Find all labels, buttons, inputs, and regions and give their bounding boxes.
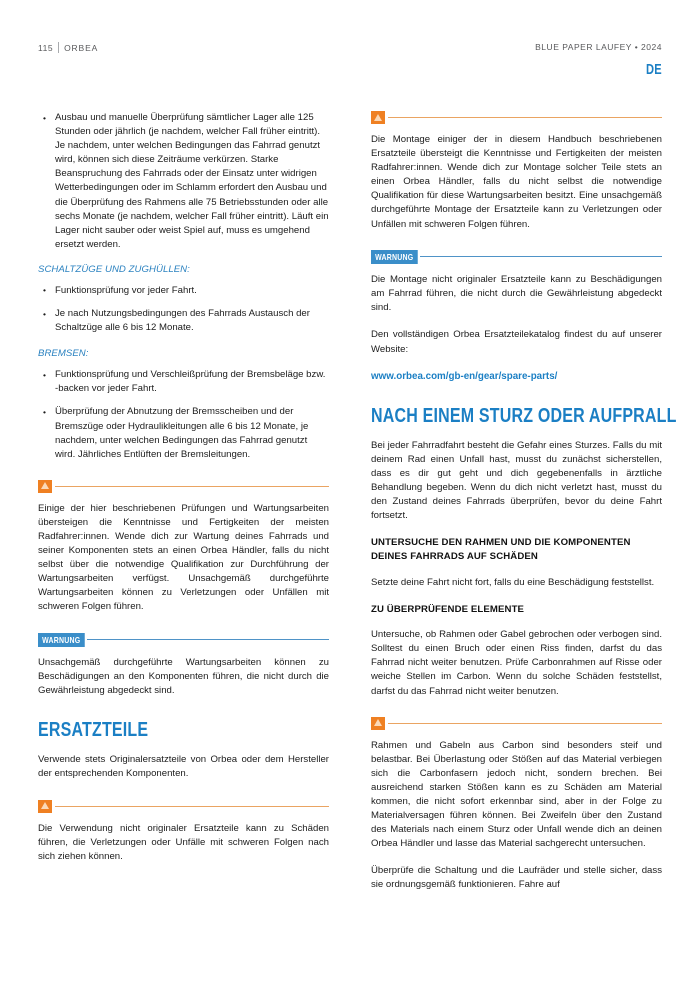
language-tag: DE bbox=[646, 61, 662, 78]
callout-text: Rahmen und Gabeln aus Carbon sind besonders steif und belastbar. Bei Überlastung oder Stößen auf das Material verbiegen sich die Carbonfasern jedoch nicht, sondern brechen. Bei ausreichend starken Stößen kann es zu Schäden am Material kommen, die nicht sofort erkennbar sind, aber in der Folge zu Materialversagen führen können. Bei Zweifeln über den Zustand des Materials nach einem Sturz oder Unfall wende dich an deinen Orbea Händler und lasse das Material sachgerecht untersuchen. bbox=[371, 739, 662, 850]
callout-rule bbox=[55, 806, 329, 807]
status-badge: WARNUNG bbox=[371, 250, 417, 265]
warning-triangle-icon bbox=[38, 480, 52, 493]
callout-rule bbox=[388, 117, 662, 118]
bearings-bullet-list bbox=[38, 111, 329, 252]
callout-header bbox=[38, 480, 329, 493]
callout-header bbox=[38, 800, 329, 813]
callout-rule bbox=[87, 639, 329, 640]
list-item: • Funktionsprüfung und Verschleißprüfung der Bremsbeläge bzw. -backen vor jeder Fahrt. bbox=[38, 368, 329, 396]
section-heading-crash: NACH EINEM STURZ ODER AUFPRALL bbox=[371, 404, 677, 427]
callout-rule bbox=[420, 256, 662, 257]
page-columns bbox=[38, 111, 677, 971]
brand-name: ORBEA bbox=[64, 42, 99, 53]
spare-parts-intro: Verwende stets Originalersatzteile von Orbea oder dem Hersteller der entsprechenden Komponenten. bbox=[38, 754, 329, 780]
list-item: • Überprüfung der Abnutzung der Bremsscheiben und der Bremszüge oder Hydraulikleitungen alle 6 bis 12 Monate, je nachdem, unter welchen Bedingungen das Fahrrad genutzt wird. Jährliches Entlüften der Bremsleitungen. bbox=[38, 405, 329, 461]
callout-header bbox=[38, 633, 329, 648]
subheading-cables: SCHALTZÜGE UND ZUGHÜLLEN: bbox=[38, 263, 190, 275]
crash-intro: Bei jeder Fahrradfahrt besteht die Gefahr eines Sturzes. Falls du mit deinem Rad einen Unfall hast, musst du zunächst sicherstellen, dass es dir gut geht und dich gegebenenfalls in ärztliche Behandlung begeben. Wenn du dich nicht verletzt hast, musst du den Zustand deines Fahrrads überprüfen, bevor du deine Fahrt fortsetzt. bbox=[371, 439, 662, 522]
list-item: • Ausbau und manuelle Überprüfung sämtlicher Lager alle 125 Stunden oder jährlich (je nachdem, welcher Fall früher eintritt). Je nachdem, unter welchen Bedingungen das Fahrrad genutzt wird, können sich diese Zeiträume verkürzen. Starke Beanspruchung des Fahrrads oder der Einsatz unter widrigen Wetterbedingungen oder im Schlamm erfordert den Ausbau und die Überprüfung des Rahmens alle 75 Betriebsstunden oder alle sechs Monate (je nachdem, welcher Fall früher eintritt). Läuft ein Lager nicht sauber oder weist Spiel auf, muss es umgehend ersetzt werden. bbox=[38, 111, 329, 252]
right-column bbox=[371, 111, 677, 906]
inspect-text: Setzte deine Fahrt nicht fort, falls du eine Beschädigung feststellst. bbox=[371, 576, 655, 588]
subheading-inspect-frame: UNTERSUCHE DEN RAHMEN UND DIE KOMPONENTEN DEINES FAHRRADS AUF SCHÄDEN bbox=[371, 537, 631, 563]
page-number: 115 bbox=[38, 42, 54, 53]
callout-text: Einige der hier beschriebenen Prüfungen und Wartungsarbeiten übersteigen die Kenntnisse und Fertigkeiten der meisten Radfahrer:innen. Wende dich zur Wartung deines Fahrrads und seiner Komponenten stets an einen Orbea Händler, falls du nicht selbst über die notwendige Qualifikation zur Durchführung der Wartungsarbeiten verfügst. Unsachgemäß durchgeführte Wartungsarbeiten können zu Verletzungen oder Unfällen mit schweren Folgen führen. bbox=[38, 502, 329, 613]
left-column bbox=[38, 111, 329, 877]
callout-rule bbox=[388, 723, 662, 724]
warning-triangle-icon bbox=[371, 717, 385, 730]
warning-triangle-icon bbox=[38, 800, 52, 813]
callout-header bbox=[371, 717, 662, 730]
folio-divider bbox=[58, 42, 59, 53]
list-item: • Funktionsprüfung vor jeder Fahrt. bbox=[38, 284, 329, 298]
caution-callout-assembly bbox=[371, 111, 662, 232]
caution-callout-carbon bbox=[371, 717, 662, 852]
callout-header bbox=[371, 111, 662, 124]
cables-bullet-list bbox=[38, 284, 329, 335]
callout-rule bbox=[55, 486, 329, 487]
section-heading-spare-parts: ERSATZTEILE bbox=[38, 719, 149, 742]
subheading-elements-to-check: ZU ÜBERPRÜFENDE ELEMENTE bbox=[371, 603, 525, 615]
callout-text: Die Montage nicht originaler Ersatzteile kann zu Beschädigungen am Fahrrad führen, die nicht durch die Gewährleistung abgedeckt sind. bbox=[371, 274, 662, 314]
closing-text: Überprüfe die Schaltung und die Laufräder und stelle sicher, dass sie ordnungsgemäß funktionieren. Fahre auf bbox=[371, 865, 662, 891]
document-title: BLUE PAPER LAUFEY • 2024 bbox=[535, 42, 662, 52]
warning-triangle-icon bbox=[371, 111, 385, 124]
warning-callout-maintenance bbox=[38, 633, 329, 699]
page-running-header bbox=[38, 42, 662, 82]
header-right-block bbox=[535, 42, 662, 78]
callout-text: Unsachgemäß durchgeführte Wartungsarbeiten können zu Beschädigungen an den Komponenten führen, die nicht durch die Gewährleistung abgedeckt sind. bbox=[38, 657, 329, 697]
folio bbox=[38, 42, 98, 53]
callout-text: Die Montage einiger der in diesem Handbuch beschriebenen Ersatzteile übersteigt die Kenntnisse und Fertigkeiten der meisten Radfahrer:innen. Wende dich zur Montage solcher Teile stets an einen Orbea Händler, falls du nicht selbst die notwendige Qualifikation für diese Wartungsarbeiten besitzt. Eine unsachgemäß durchgeführte Montage der Ersatzteile kann zu Verletzungen oder Unfällen mit schweren Folgen führen. bbox=[371, 134, 662, 230]
subheading-brakes: BREMSEN: bbox=[38, 348, 89, 360]
caution-callout-maintenance bbox=[38, 480, 329, 615]
callout-header bbox=[371, 250, 662, 265]
list-item: • Je nach Nutzungsbedingungen des Fahrrads Austausch der Schaltzüge alle 6 bis 12 Monate. bbox=[38, 307, 329, 335]
caution-callout-spare-parts bbox=[38, 800, 329, 864]
status-badge: WARNUNG bbox=[38, 633, 84, 648]
elements-text: Untersuche, ob Rahmen oder Gabel gebrochen oder verbogen sind. Solltest du einen Bruch oder einen Riss finden, darfst du das Fahrrad nicht weiter benutzen. Prüfe Carbonrahmen auf Risse oder weiche Stellen im Carbon. Wenn du solche Schäden feststellst, darfst du das Fahrrad nicht weiter benutzen. bbox=[371, 629, 662, 697]
spare-parts-catalog-link[interactable]: www.orbea.com/gb-en/gear/spare-parts/ bbox=[371, 370, 558, 382]
brakes-bullet-list bbox=[38, 368, 329, 462]
callout-text: Die Verwendung nicht originaler Ersatzteile kann zu Schäden führen, die Verletzungen oder Unfälle mit schweren Folgen nach sich ziehen können. bbox=[38, 822, 329, 862]
warning-callout-assembly bbox=[371, 250, 662, 316]
catalog-intro: Den vollständigen Orbea Ersatzteilekatalog findest du auf unserer Website: bbox=[371, 329, 662, 355]
